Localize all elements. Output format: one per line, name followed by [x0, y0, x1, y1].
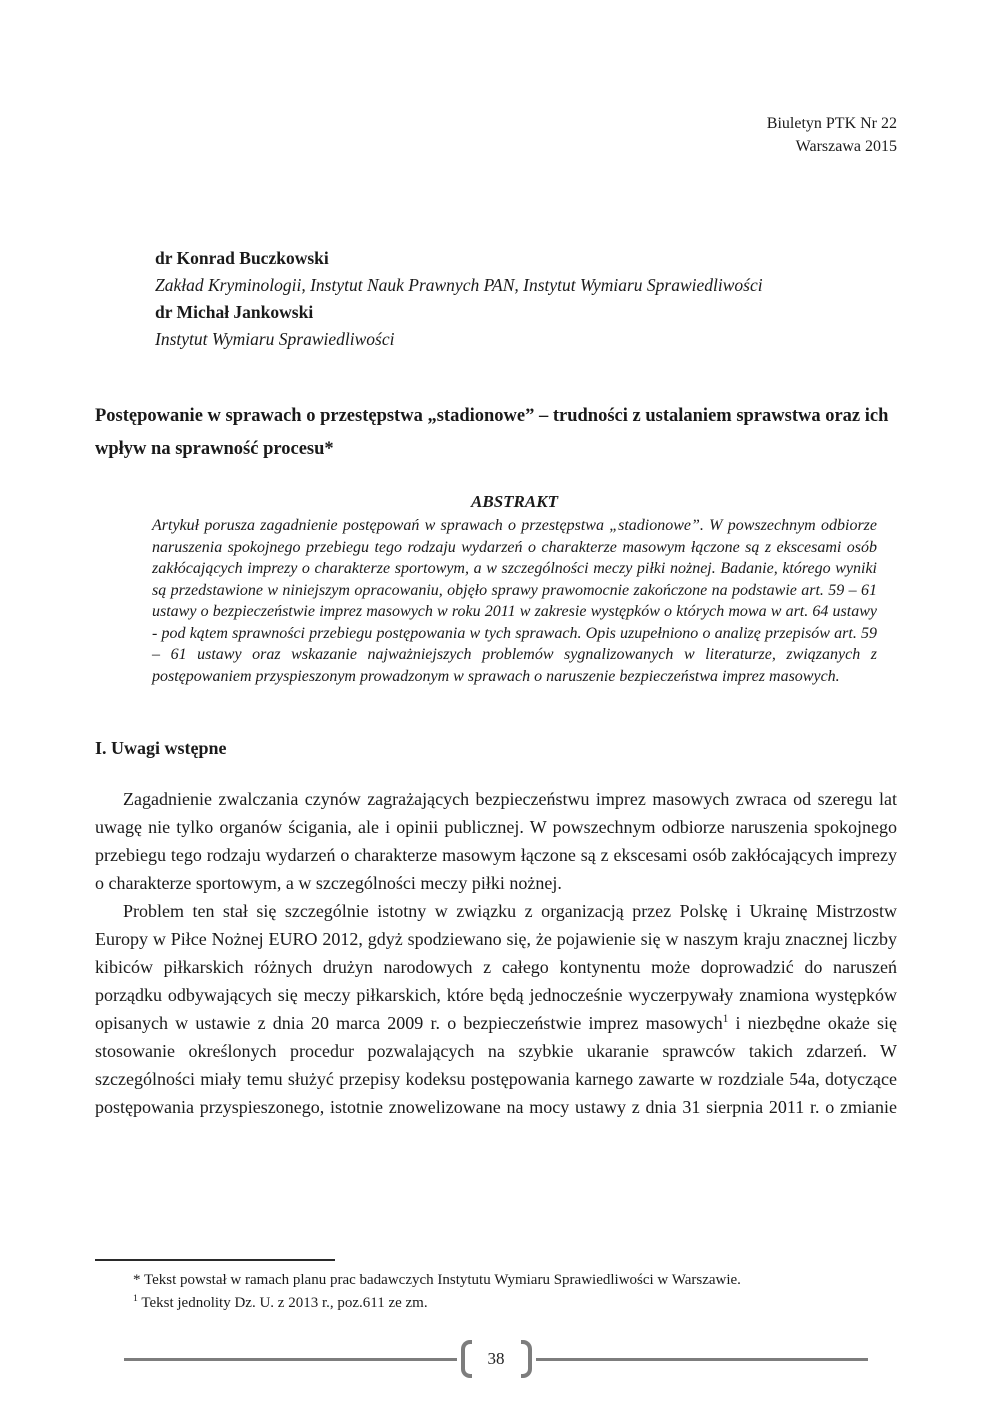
author-affiliation: Zakład Kryminologii, Instytut Nauk Prawnych PAN, Instytut Wymiaru Sprawiedliwości: [155, 275, 763, 295]
body-paragraph-2: [95, 897, 897, 1121]
paragraph-text-before-ref: Problem ten stał się szczególnie istotny w związku z organizacją przez Polskę i Ukrainę Mistrzostw Europy w Piłce Nożnej EURO 2012, gdyż spodziewano się, że pojawienie się w naszym kraju znacznej liczby kibiców piłkarskich różnych drużyn narodowych z całego kontynentu może doprowadzić do naruszeń porządku odbywających się meczy piłkarskich, które będą jednocześnie wyczerpywały znamiona występków opisanych w ustawie z dnia 20 marca 2009 r. o bezpieczeństwie imprez masowych: [95, 901, 897, 1033]
journal-line: Biuletyn PTK Nr 22: [766, 115, 897, 132]
footnote-reference: 1: [722, 1013, 729, 1025]
footnote-marker: 1: [133, 1293, 138, 1304]
footnote-marker: *: [133, 1272, 141, 1288]
footnote-separator: [95, 1259, 335, 1261]
page-number: 38: [487, 1349, 505, 1368]
author-name: dr Konrad Buczkowski: [155, 248, 329, 268]
footnote-1: [95, 1292, 897, 1315]
section-heading: I. Uwagi wstępne: [95, 738, 227, 758]
place-year-line: Warszawa 2015: [795, 138, 897, 155]
footnotes-block: [95, 1259, 897, 1315]
footer-rule-right: [536, 1358, 869, 1361]
abstract-text: Artykuł porusza zagadnienie postępowań w sprawach o przestępstwa „stadionowe”. W powszechnym odbiorze naruszenia spokojnego przebiegu tego rodzaju wydarzeń o charakterze masowym łączone są z ekscesami osób zakłócających imprezy o charakterze sportowym, a w szczególności meczy piłki nożnej. Badanie, którego wyniki są przedstawione w niniejszym opracowaniu, objęło sprawy prawomocnie zakończone na podstawie art. 59 – 61 ustawy o bezpieczeństwie imprez masowych w roku 2011 w zakresie występków o których mowa w art. 64 ustawy - pod kątem sprawności przebiegu postępowania w tych sprawach. Opis uzupełniono o analizę przepisów art. 59 – 61 ustawy oraz wskazanie najważniejszych problemów sygnalizowanych w literaturze, związanych z postępowaniem przyspieszonym prowadzonym w sprawach o naruszenie bezpieczeństwa imprez masowych.: [152, 517, 877, 685]
footnote-star: [95, 1269, 897, 1292]
right-bracket-glyph: [521, 1340, 532, 1378]
abstract-block: [152, 491, 877, 687]
abstract-heading: ABSTRAKT: [471, 492, 558, 511]
footer-rule-left: [124, 1358, 457, 1361]
footnote-text: Tekst jednolity Dz. U. z 2013 r., poz.611 ze zm.: [137, 1295, 428, 1311]
author-name: dr Michał Jankowski: [155, 302, 314, 322]
authors-block: [155, 245, 897, 353]
footer-inner: [124, 1339, 868, 1379]
paragraph-text-after-ref: i niezbędne okaże się stosowanie określonych procedur pozwalających na szybkie ukaranie sprawców takich zdarzeń. W szczególności miały temu służyć przepisy kodeksu postępowania karnego zawarte w rozdziale 54a, dotyczące postępowania przyspieszonego, istotnie znowelizowane na mocy ustawy z dnia 31 sierpnia 2011 r. o zmianie: [95, 1013, 897, 1117]
article-title: Postępowanie w sprawach o przestępstwa „stadionowe” – trudności z ustalaniem sprawstwa oraz ich wpływ na sprawność procesu*: [95, 406, 889, 459]
page-header: [95, 112, 897, 158]
body-paragraph-1: Zagadnienie zwalczania czynów zagrażających bezpieczeństwu imprez masowych zwraca od szeregu lat uwagę nie tylko organów ścigania, ale i opinii publicznej. W powszechnym odbiorze naruszenia spokojnego przebiegu tego rodzaju wydarzeń o charakterze masowym łączone są z ekscesami osób zakłócających imprezy o charakterze sportowym, a w szczególności meczy piłki nożnej.: [95, 789, 897, 893]
left-bracket-glyph: [461, 1340, 472, 1378]
footnote-text: Tekst powstał w ramach planu prac badawczych Instytutu Wymiaru Sprawiedliwości w Warszawie.: [140, 1272, 741, 1288]
page-footer: [0, 1339, 992, 1379]
author-affiliation: Instytut Wymiaru Sprawiedliwości: [155, 329, 395, 349]
